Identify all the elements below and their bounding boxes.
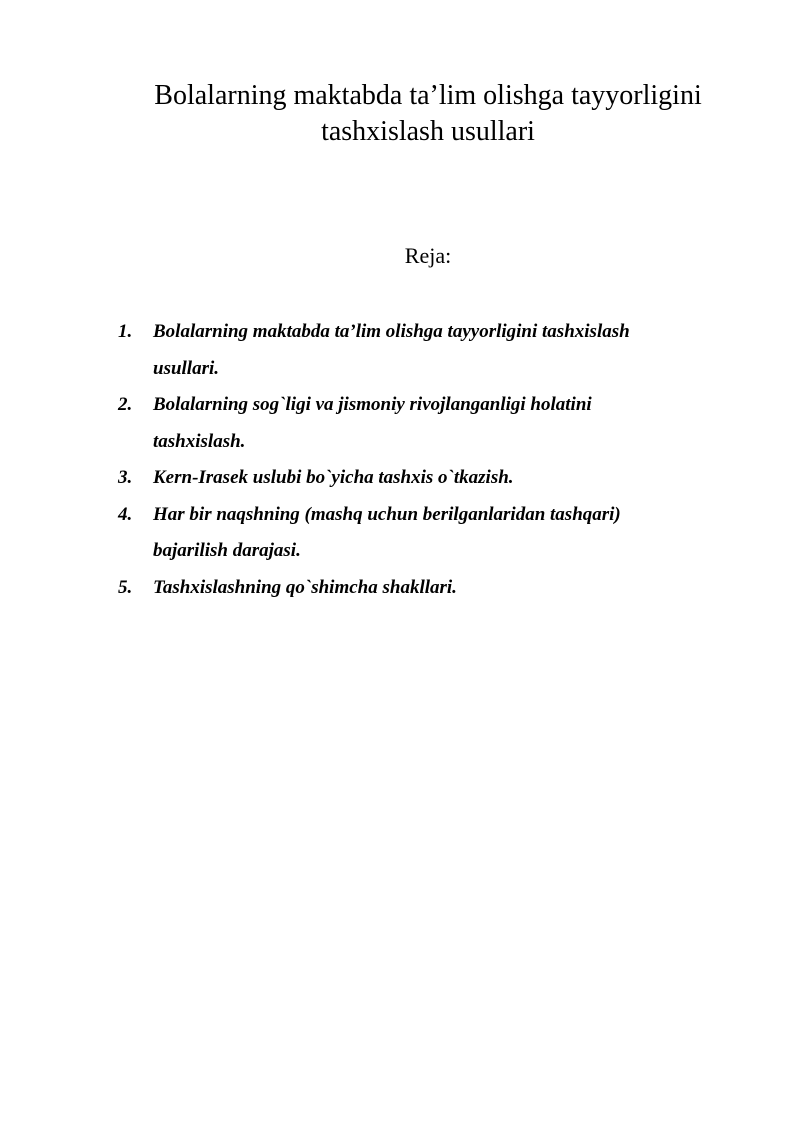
plan-item-number: 4.: [118, 503, 133, 525]
title-line-1: Bolalarning maktabda ta’lim olishga tayyorligini: [154, 80, 702, 111]
plan-item-line: usullari.: [153, 357, 220, 379]
plan-item-line: Bolalarning sog`ligi va jismoniy rivojlanganligi holatini: [153, 394, 592, 415]
plan-item-line: Kern-Irasek uslubi bo`yicha tashxis o`tkazish.: [153, 467, 514, 488]
plan-item-text: [153, 497, 718, 570]
plan-item-4: [118, 497, 718, 570]
plan-item-5: [118, 570, 718, 607]
plan-item-text: [153, 387, 718, 460]
plan-item-text: [153, 460, 718, 497]
plan-item-text: [153, 570, 718, 607]
plan-item-number: 2.: [118, 394, 133, 415]
plan-item-text: [153, 314, 718, 387]
plan-item-1: [118, 314, 718, 387]
plan-item-line: tashxislash.: [153, 430, 246, 452]
plan-item-line: Tashxislashning qo`shimcha shakllari.: [153, 576, 457, 598]
plan-item-3: [118, 460, 718, 497]
plan-item-number: 1.: [118, 321, 133, 342]
plan-list: [118, 314, 718, 606]
plan-item-line: bajarilish darajasi.: [153, 540, 301, 561]
plan-heading: Reja:: [404, 243, 452, 268]
plan-item-line: Bolalarning maktabda ta’lim olishga tayyorligini tashxislash: [153, 321, 630, 342]
plan-item-line: Har bir naqshning (mashq uchun berilganlaridan tashqari): [153, 503, 621, 525]
title-line-2: tashxislash usullari: [321, 116, 535, 147]
plan-item-2: [118, 387, 718, 460]
document-title: [120, 78, 736, 150]
plan-item-number: 5.: [118, 576, 133, 598]
plan-item-number: 3.: [118, 467, 133, 488]
